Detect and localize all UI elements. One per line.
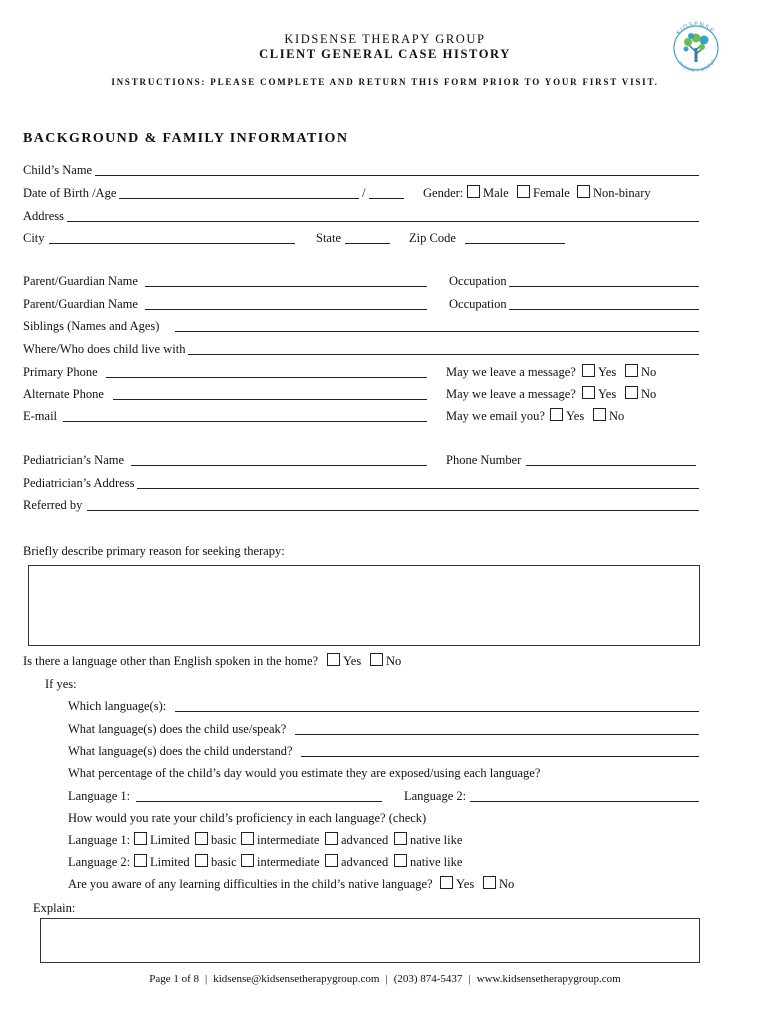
intermediate-label: intermediate xyxy=(257,855,320,869)
parent1-label: Parent/Guardian Name xyxy=(23,274,138,288)
language1-field[interactable] xyxy=(136,801,382,802)
no-label: No xyxy=(609,409,625,423)
female-label: Female xyxy=(533,186,570,200)
lang2-limited-checkbox[interactable] xyxy=(134,854,147,867)
lang1-rate-label: Language 1: xyxy=(68,833,131,847)
child-uses-label: What language(s) does the child use/speak? xyxy=(68,722,287,736)
language2-field[interactable] xyxy=(470,801,699,802)
city-field[interactable] xyxy=(49,243,295,244)
lang2-advanced-checkbox[interactable] xyxy=(325,854,338,867)
email-ok-label: May we email you? xyxy=(446,409,545,423)
learning-diff-yes-option[interactable] xyxy=(440,875,474,893)
lang2-intermediate-option[interactable] xyxy=(241,853,319,871)
address-field[interactable] xyxy=(67,221,699,222)
email-field[interactable] xyxy=(63,421,427,422)
occupation1-field[interactable] xyxy=(509,286,699,287)
organization-name: KIDSENSE THERAPY GROUP xyxy=(284,32,486,46)
lang1-advanced-checkbox[interactable] xyxy=(325,832,338,845)
language-percent-row xyxy=(68,787,699,805)
female-checkbox[interactable] xyxy=(517,185,530,198)
referred-by-field[interactable] xyxy=(87,510,699,511)
advanced-label: advanced xyxy=(341,855,389,869)
parent1-row xyxy=(23,272,699,290)
lang1-basic-checkbox[interactable] xyxy=(195,832,208,845)
male-checkbox[interactable] xyxy=(467,185,480,198)
ped-address-label: Pediatrician’s Address xyxy=(23,476,135,490)
explain-textbox[interactable] xyxy=(40,918,700,963)
footer-separator: | xyxy=(468,973,471,985)
no-label: No xyxy=(386,654,402,668)
language1-label: Language 1: xyxy=(68,789,131,803)
yes-label: Yes xyxy=(343,654,362,668)
nonbinary-label: Non-binary xyxy=(593,186,651,200)
native-label: native like xyxy=(410,833,463,847)
logo-text-top: KIDSENSE xyxy=(675,20,716,37)
advanced-label: advanced xyxy=(341,833,389,847)
lang1-intermediate-checkbox[interactable] xyxy=(241,832,254,845)
message2-no-checkbox[interactable] xyxy=(625,386,638,399)
child-name-field[interactable] xyxy=(95,175,699,176)
gender-female-option[interactable] xyxy=(517,184,570,202)
age-field[interactable] xyxy=(369,198,404,199)
limited-label: Limited xyxy=(150,833,190,847)
lives-with-label: Where/Who does child live with xyxy=(23,342,186,356)
yes-label: Yes xyxy=(566,409,585,423)
pediatrician-label: Pediatrician’s Name xyxy=(23,453,125,467)
address-row xyxy=(23,207,699,225)
primary-phone-field[interactable] xyxy=(106,377,427,378)
referred-by-row xyxy=(23,496,699,514)
dob-label: Date of Birth /Age xyxy=(23,186,117,200)
alt-phone-row xyxy=(23,385,699,403)
message1-yes-checkbox[interactable] xyxy=(582,364,595,377)
lang2-native-checkbox[interactable] xyxy=(394,854,407,867)
state-label: State xyxy=(316,231,341,245)
child-understands-field[interactable] xyxy=(301,756,699,757)
no-label: No xyxy=(499,877,515,891)
explain-label: Explain: xyxy=(33,901,76,915)
other-language-no-option[interactable] xyxy=(370,652,401,670)
intermediate-label: intermediate xyxy=(257,833,320,847)
siblings-field[interactable] xyxy=(175,331,699,332)
footer-separator: | xyxy=(205,973,208,985)
message1-no-option[interactable] xyxy=(625,363,656,381)
footer-page: Page 1 of 8 xyxy=(149,973,200,985)
basic-label: basic xyxy=(211,833,237,847)
gender-nonbinary-option[interactable] xyxy=(577,184,651,202)
lives-with-row xyxy=(23,340,699,358)
address-label: Address xyxy=(23,209,64,223)
other-language-row xyxy=(23,652,699,670)
learning-diff-no-checkbox[interactable] xyxy=(483,876,496,889)
which-language-field[interactable] xyxy=(175,711,699,712)
no-label: No xyxy=(641,387,657,401)
zip-label: Zip Code xyxy=(409,231,456,245)
message1-yes-option[interactable] xyxy=(582,363,616,381)
nonbinary-checkbox[interactable] xyxy=(577,185,590,198)
ped-address-field[interactable] xyxy=(137,488,699,489)
child-uses-field[interactable] xyxy=(295,734,699,735)
ped-address-row xyxy=(23,474,699,492)
lang1-limited-checkbox[interactable] xyxy=(134,832,147,845)
language2-label: Language 2: xyxy=(404,789,467,803)
learning-diff-row xyxy=(68,875,699,893)
other-language-yes-checkbox[interactable] xyxy=(327,653,340,666)
lang2-advanced-option[interactable] xyxy=(325,853,388,871)
parent2-label: Parent/Guardian Name xyxy=(23,297,138,311)
learning-diff-yes-checkbox[interactable] xyxy=(440,876,453,889)
primary-phone-row xyxy=(23,363,699,381)
section-title: BACKGROUND & FAMILY INFORMATION xyxy=(23,131,349,146)
which-language-row xyxy=(68,697,699,715)
pediatrician-field[interactable] xyxy=(131,465,427,466)
lang1-limited-option[interactable] xyxy=(134,831,190,849)
child-name-label: Child’s Name xyxy=(23,163,93,177)
lang1-basic-option[interactable] xyxy=(195,831,237,849)
alt-phone-field[interactable] xyxy=(113,399,427,400)
email-yes-option[interactable] xyxy=(550,407,584,425)
message2-yes-option[interactable] xyxy=(582,385,616,403)
no-label: No xyxy=(641,365,657,379)
learning-diff-label: Are you aware of any learning difficulties in the child’s native language? xyxy=(68,877,433,891)
lang2-intermediate-checkbox[interactable] xyxy=(241,854,254,867)
male-label: Male xyxy=(483,186,509,200)
zip-field[interactable] xyxy=(465,243,565,244)
occupation1-label: Occupation xyxy=(449,274,507,288)
primary-phone-label: Primary Phone xyxy=(23,365,98,379)
city-row xyxy=(23,229,699,247)
email-no-option[interactable] xyxy=(593,407,624,425)
dob-row xyxy=(23,184,699,202)
reason-label: Briefly describe primary reason for seeking therapy: xyxy=(23,544,285,558)
limited-label: Limited xyxy=(150,855,190,869)
parent2-field[interactable] xyxy=(145,309,427,310)
native-label: native like xyxy=(410,855,463,869)
lang1-intermediate-option[interactable] xyxy=(241,831,319,849)
reason-textbox[interactable] xyxy=(28,565,700,646)
state-field[interactable] xyxy=(345,243,390,244)
siblings-row xyxy=(23,317,699,335)
city-label: City xyxy=(23,231,45,245)
siblings-label: Siblings (Names and Ages) xyxy=(23,319,160,333)
other-language-yes-option[interactable] xyxy=(327,652,361,670)
lives-with-field[interactable] xyxy=(188,354,699,355)
email-row xyxy=(23,407,699,425)
message2-label: May we leave a message? xyxy=(446,387,576,401)
email-yes-checkbox[interactable] xyxy=(550,408,563,421)
message2-yes-checkbox[interactable] xyxy=(582,386,595,399)
if-yes-label: If yes: xyxy=(45,677,77,691)
learning-diff-no-option[interactable] xyxy=(483,875,514,893)
lang1-native-checkbox[interactable] xyxy=(394,832,407,845)
child-understands-label: What language(s) does the child understand? xyxy=(68,744,293,758)
instructions: INSTRUCTIONS: PLEASE COMPLETE AND RETURN THIS FORM PRIOR TO YOUR FIRST VISIT. xyxy=(111,77,659,87)
occupation2-field[interactable] xyxy=(509,309,699,310)
footer-website: www.kidsensetherapygroup.com xyxy=(476,973,621,985)
logo-text-bottom: THERAPY GROUP xyxy=(676,58,718,75)
lang2-basic-option[interactable] xyxy=(195,853,237,871)
kidsense-logo xyxy=(668,16,724,78)
lang2-native-option[interactable] xyxy=(394,853,462,871)
child-name-row xyxy=(23,161,699,179)
percentage-label: What percentage of the child’s day would you estimate they are exposed/using each language? xyxy=(68,766,541,780)
yes-label: Yes xyxy=(598,365,617,379)
proficiency-label: How would you rate your child’s proficiency in each language? (check) xyxy=(68,811,427,825)
child-understands-row xyxy=(68,742,699,760)
dob-slash: / xyxy=(362,186,366,200)
child-uses-row xyxy=(68,720,699,738)
lang1-native-option[interactable] xyxy=(394,831,462,849)
gender-male-option[interactable] xyxy=(467,184,509,202)
pediatrician-row xyxy=(23,451,699,469)
basic-label: basic xyxy=(211,855,237,869)
yes-label: Yes xyxy=(598,387,617,401)
gender-label: Gender: xyxy=(423,186,464,200)
other-language-label: Is there a language other than English spoken in the home? xyxy=(23,654,319,668)
form-title: CLIENT GENERAL CASE HISTORY xyxy=(259,47,511,61)
message1-no-checkbox[interactable] xyxy=(625,364,638,377)
phone-number-field[interactable] xyxy=(526,465,696,466)
footer-separator: | xyxy=(385,973,388,985)
lang2-limited-option[interactable] xyxy=(134,853,190,871)
message2-no-option[interactable] xyxy=(625,385,656,403)
footer xyxy=(0,973,770,985)
message1-label: May we leave a message? xyxy=(446,365,576,379)
email-label: E-mail xyxy=(23,409,58,423)
occupation2-label: Occupation xyxy=(449,297,507,311)
referred-by-label: Referred by xyxy=(23,498,83,512)
lang1-rate-row xyxy=(68,831,699,849)
email-no-checkbox[interactable] xyxy=(593,408,606,421)
other-language-no-checkbox[interactable] xyxy=(370,653,383,666)
footer-phone: (203) 874-5437 xyxy=(393,973,463,985)
lang1-advanced-option[interactable] xyxy=(325,831,388,849)
lang2-rate-label: Language 2: xyxy=(68,855,131,869)
footer-email: kidsense@kidsensetherapygroup.com xyxy=(213,973,380,985)
parent2-row xyxy=(23,295,699,313)
lang2-basic-checkbox[interactable] xyxy=(195,854,208,867)
dob-field[interactable] xyxy=(119,198,359,199)
yes-label: Yes xyxy=(456,877,475,891)
lang2-rate-row xyxy=(68,853,699,871)
which-language-label: Which language(s): xyxy=(68,699,167,713)
alt-phone-label: Alternate Phone xyxy=(23,387,104,401)
phone-number-label: Phone Number xyxy=(446,453,522,467)
parent1-field[interactable] xyxy=(145,286,427,287)
